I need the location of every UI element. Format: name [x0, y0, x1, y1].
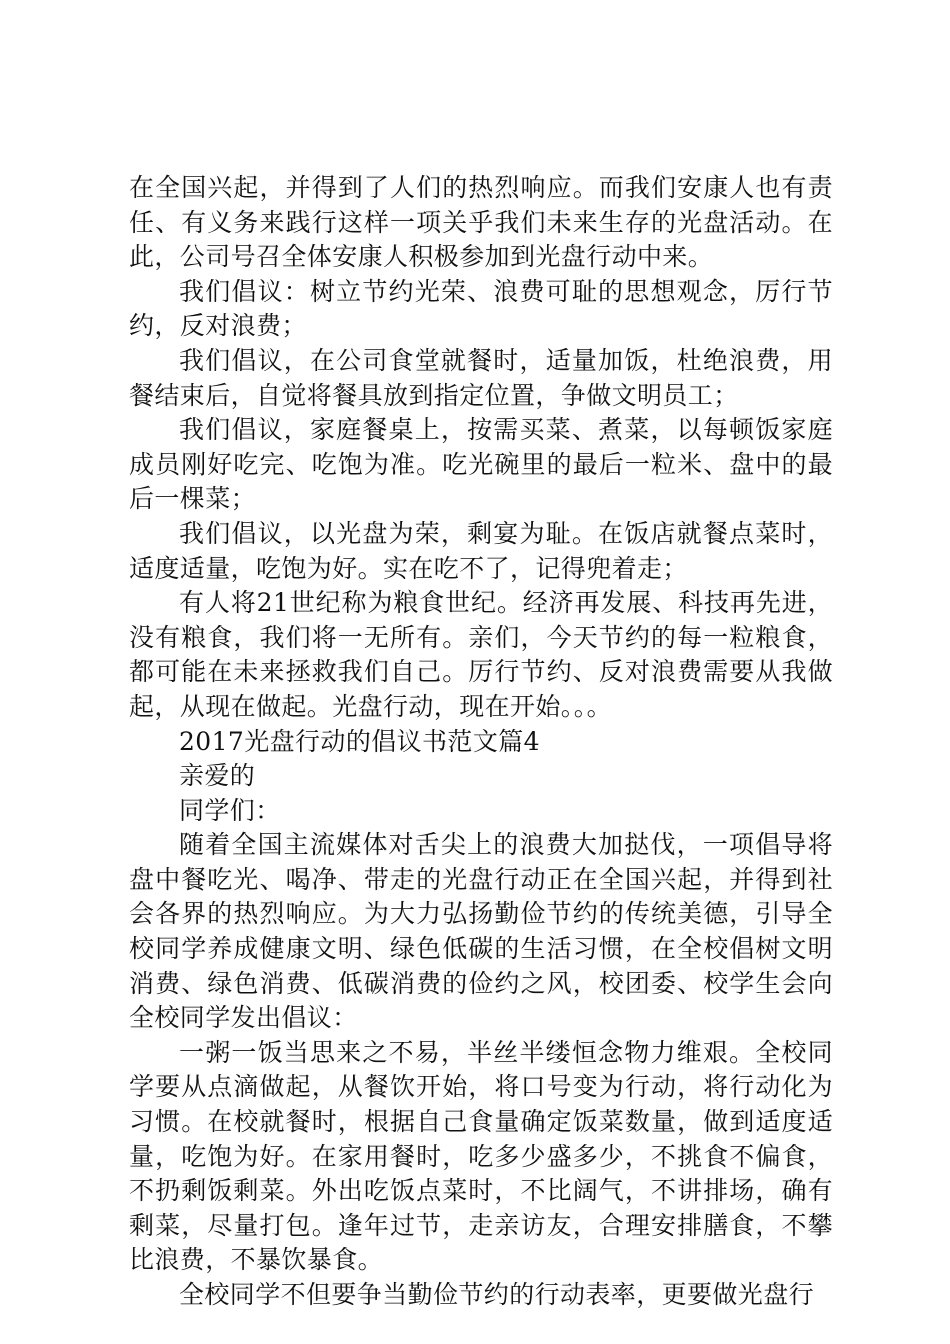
paragraph-proposal-3: 我们倡议，家庭餐桌上，按需买菜、煮菜，以每顿饭家庭成员刚好吃完、吃饱为准。吃光碗里的最后一粒米、盘中的最后一棵菜； — [129, 415, 833, 514]
paragraph-proposal-1: 我们倡议：树立节约光荣、浪费可耻的思想观念，厉行节约，反对浪费； — [129, 276, 833, 341]
paragraph-closing: 全校同学不但要争当勤俭节约的行动表率，更要做光盘行 — [179, 1280, 815, 1309]
paragraph-body: 一粥一饭当思来之不易，半丝半缕恒念物力维艰。全校同学要从点滴做起，从餐饮开始，将口号变为行动，将行动化为习惯。在校就餐时，根据自己食量确定饭菜数量，做到适度适量，吃饱为好。在家用餐时，吃多少盛多少，不挑食不偏食，不扔剩饭剩菜。外出吃饭点菜时，不比阔气，不讲排场，确有剩菜，尽量打包。逢年过节，走亲访友，合理安排膳食，不攀比浪费，不暴饮暴食。 — [129, 1037, 833, 1275]
paragraph-intro: 随着全国主流媒体对舌尖上的浪费大加挞伐，一项倡导将盘中餐吃光、喝净、带走的光盘行动正在全国兴起，并得到社会各界的热烈响应。为大力弘扬勤俭节约的传统美德，引导全校同学养成健康文明、绿色低碳的生活习惯，在全校倡树文明消费、绿色消费、低碳消费的俭约之风，校团委、校学生会向全校同学发出倡议： — [129, 830, 833, 1033]
section-heading: 2017光盘行动的倡议书范文篇4 — [179, 726, 540, 756]
paragraph-proposal-2: 我们倡议，在公司食堂就餐时，适量加饭，杜绝浪费，用餐结束后，自觉将餐具放到指定位置，争做文明员工； — [129, 345, 833, 410]
salutation-line-1: 亲爱的 — [179, 761, 256, 791]
document-body — [129, 171, 833, 1313]
salutation-line-2: 同学们： — [179, 795, 281, 825]
paragraph-conclusion: 有人将21世纪称为粮食世纪。经济再发展、科技再先进，没有粮食，我们将一无所有。亲们，今天节约的每一粒粮食，都可能在未来拯救我们自己。厉行节约、反对浪费需要从我做起，从现在做起。光盘行动，现在开始。。。 — [129, 588, 833, 721]
paragraph-continuation: 在全国兴起，并得到了人们的热烈响应。而我们安康人也有责任、有义务来践行这样一项关乎我们未来生存的光盘活动。在此，公司号召全体安康人积极参加到光盘行动中来。 — [129, 173, 833, 272]
paragraph-proposal-4: 我们倡议，以光盘为荣，剩宴为耻。在饭店就餐点菜时，适度适量，吃饱为好。实在吃不了，记得兜着走； — [129, 518, 833, 583]
